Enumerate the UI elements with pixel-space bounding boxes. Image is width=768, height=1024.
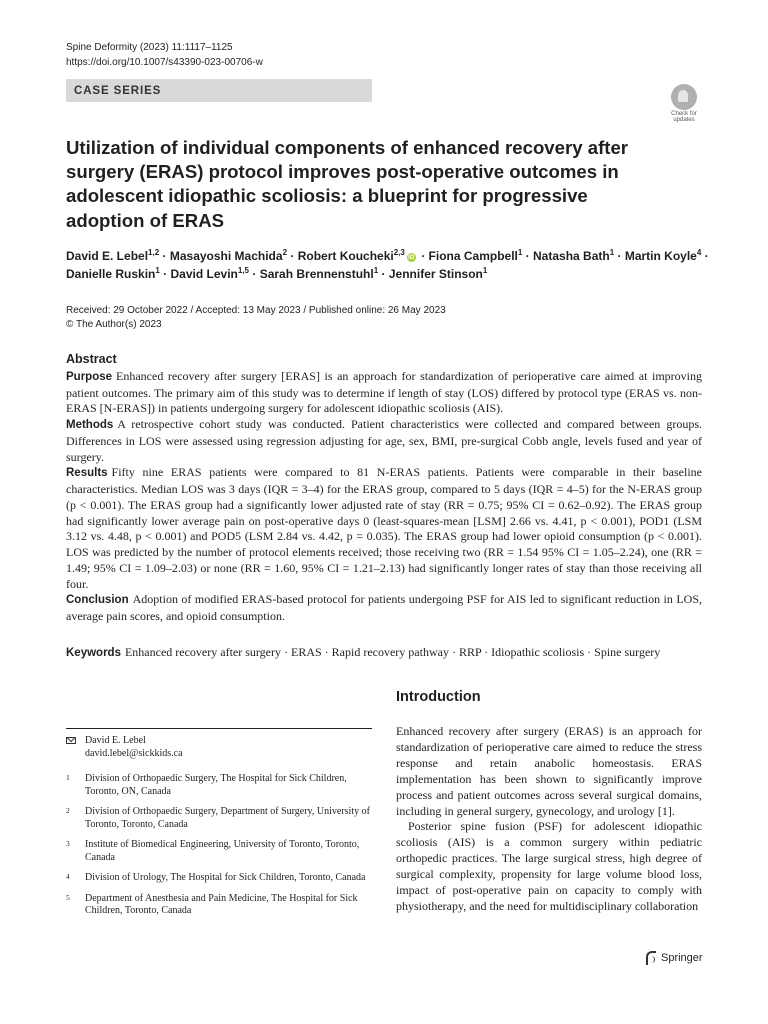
footnote-divider [66,728,372,729]
author-name: Robert Koucheki [297,249,394,263]
introduction-paragraph: Enhanced recovery after surgery (ERAS) is an approach for standardization of perioperative care aimed to reduce the stress response and retain anabolic homeostasis. ERAS implementation has been shown to significantly improve process and patient outcomes across several surgical domains, including in general surgery, gynecology, and urology [1]. [396,724,702,818]
publication-dates [66,304,446,332]
check-for-updates-badge[interactable] [665,84,703,124]
author-separator: · [617,249,622,263]
abstract-results [66,465,702,592]
author-affiliation-sup: 1 [609,248,615,257]
affiliation-item [66,872,372,885]
publisher-name: Springer [661,952,703,964]
abstract [66,352,702,625]
abstract-section-label: Purpose [66,370,113,383]
author-affiliation-sup: 1 [517,248,523,257]
keywords-label: Keywords [66,647,121,659]
author-separator: · [421,249,426,263]
footnotes [66,735,372,926]
author-name: David Levin [170,267,238,281]
author-affiliation-sup: 1,5 [237,266,249,275]
abstract-section-label: Conclusion [66,594,129,607]
introduction-heading: Introduction [396,689,481,705]
affiliation-text: Division of Orthopaedic Surgery, Department of Surgery, University of Toronto, Toronto, Canada [85,806,370,830]
author-affiliation-sup: 1 [482,266,488,275]
abstract-section-label: Methods [66,419,114,431]
author-name: David E. Lebel [66,249,149,263]
author-separator: · [163,267,168,281]
introduction-body [396,724,702,915]
author-name: Martin Koyle [624,249,697,263]
affiliation-text: Division of Orthopaedic Surgery, The Hospital for Sick Children, Toronto, ON, Canada [85,773,347,797]
doi-link[interactable]: https://doi.org/10.1007/s43390-023-00706-w [66,56,263,68]
abstract-conclusion [66,592,702,625]
author-separator: · [381,267,386,281]
author-name: Sarah Brennenstuhl [259,267,374,281]
author-line-2 [66,265,706,283]
affiliation-text: Institute of Biomedical Engineering, University of Toronto, Toronto, Canada [85,839,360,863]
check-updates-line2: updates [673,117,695,124]
affiliation-text: Department of Anesthesia and Pain Medicine, The Hospital for Sick Children, Toronto, Canada [85,892,358,916]
author-name: Masayoshi Machida [169,249,283,263]
affiliation-number: 4 [66,872,70,881]
abstract-purpose [66,369,702,417]
abstract-section-text: A retrospective cohort study was conducted. Patient characteristics were collected and compared between groups. Differences in LOS were assessed using regression adjusting for age, sex, BMI, pre-surgical Cobb angle, levels fused and year of surgery. [66,417,702,464]
introduction-paragraph: Posterior spine fusion (PSF) for adolescent idiopathic scoliosis (AIS) is a common surgery within pediatric orthopedic practices. The large surgical stress, high degree of surgical complexity, propensity for large volume blood loss, impact of post-operative pain on capacity to comply with physiotherapy, and the need for multidisciplinary collaboration [396,819,702,913]
author-affiliation-sup: 1 [373,266,379,275]
author-separator: · [290,249,295,263]
affiliation-number: 3 [66,839,70,848]
author-separator: · [252,267,257,281]
keywords [66,645,706,661]
abstract-section-text: Adoption of modified ERAS-based protocol for patients undergoing PSF for AIS led to significant reduction in LOS, average pain scores, and opioid consumption. [66,592,702,623]
copyright-notice: © The Author(s) 2023 [66,319,162,330]
corresponding-author [66,735,372,760]
affiliation-number: 1 [66,773,70,782]
article-type-banner [66,79,372,102]
affiliation-item [66,893,372,918]
author-separator: · [704,249,709,263]
affiliation-item [66,839,372,864]
journal-citation: Spine Deformity (2023) 11:1117–1125 [66,42,233,53]
affiliation-number: 5 [66,892,70,902]
author-separator: · [525,249,530,263]
author-line-1 [66,247,709,265]
crossmark-icon [671,84,697,110]
article-title: Utilization of individual components of enhanced recovery after surgery (ERAS) protocol improves post-operative outcomes in adolescent idiopathic scoliosis: a blueprint for progressive adoption of ERAS [66,137,629,231]
author-affiliation-sup: 2,3 [393,248,405,257]
author-affiliation-sup: 1,2 [148,248,160,257]
author-affiliation-sup: 1 [155,266,160,275]
abstract-methods [66,417,702,465]
author-affiliation-sup: 2 [282,248,288,257]
orcid-icon[interactable]: iD [408,254,415,261]
springer-horse-icon [646,951,656,965]
affiliation-number: 2 [66,806,70,815]
affiliation-text: Division of Urology, The Hospital for Sick Children, Toronto, Canada [85,872,366,883]
affiliation-item [66,773,372,798]
article-type-label: CASE SERIES [74,84,162,97]
abstract-section-text: Fifty nine ERAS patients were compared to 81 N-ERAS patients. Patients were comparable in their baseline characteristics. Median LOS was 3 days (IQR = 3–4) for the ERAS group, compared to 5 days (IQR = 4–5) for the N-ERAS group (p < 0.001). The ERAS group had a significantly lower adjusted rate of stay (RR = 0.75; 95% CI = 0.62–0.92). The ERAS group had significantly lower average pain on post-operative days 0 (least-squares-mean [LSM] 2.66 vs. 4.41, p < 0.001), POD1 (LSM 3.12 vs. 4.48, p < 0.001) and POD5 (LSM 2.84 vs. 4.42, p = 0.035). The ERAS group had lower opioid consumption (p < 0.001). LOS was predicted by the number of protocol elements received; those receiving two (RR = 1.54 95% CI = 1.05–2.24), one (RR = 1.49; 95% CI = 1.09–2.03) or none (RR = 1.60, 95% CI = 1.21–2.13) had significantly longer rates of stay than those receiving all four. [66,465,702,591]
author-name: Danielle Ruskin [66,267,156,281]
keywords-text: Enhanced recovery after surgery · ERAS · Rapid recovery pathway · RRP · Idiopathic scoliosis · Spine surgery [124,645,661,659]
publisher-logo [646,951,703,965]
affiliation-item [66,806,372,831]
envelope-icon [66,737,76,744]
article-history: Received: 29 October 2022 / Accepted: 13 May 2023 / Published online: 26 May 2023 [66,305,446,316]
abstract-section-text: Enhanced recovery after surgery [ERAS] is an approach for standardization of perioperative care aimed at improving patient outcomes. The primary aim of this study was to determine if length of stay (LOS) differed by protocol type (ERAS vs. non-ERAS [N-ERAS]) in patients undergoing surgery for adolescent idiopathic scoliosis (AIS). [66,368,702,416]
author-affiliation-sup: 4 [696,248,702,257]
author-name: Jennifer Stinson [388,267,483,281]
abstract-section-label: Results [66,467,108,480]
author-separator: · [162,249,167,263]
abstract-heading: Abstract [66,352,117,366]
journal-header [66,41,263,70]
contact-name: David E. Lebel [85,735,146,746]
author-list [66,247,709,283]
author-name: Natasha Bath [533,249,610,263]
author-name: Fiona Campbell [428,249,518,263]
contact-email[interactable]: david.lebel@sickkids.ca [85,747,183,759]
check-updates-line1: Check for [671,111,697,117]
